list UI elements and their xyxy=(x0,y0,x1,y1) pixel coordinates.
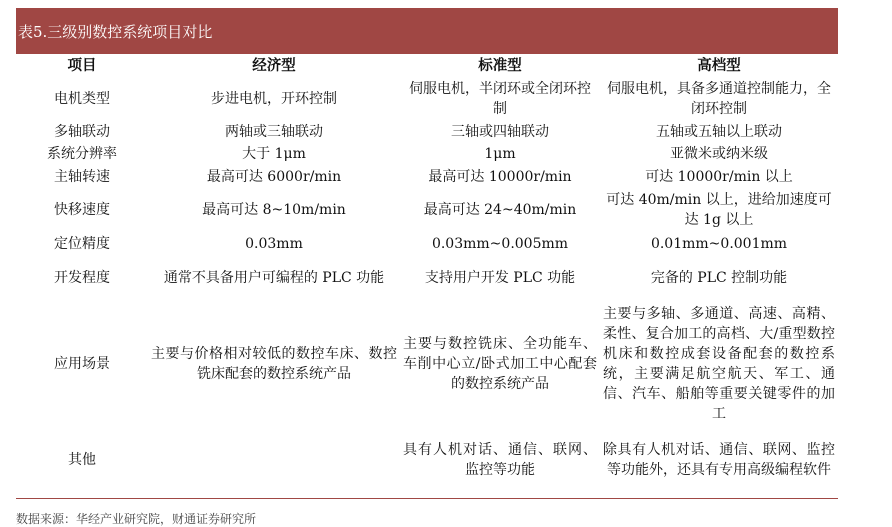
cell-high-end: 0.01mm~0.001mm xyxy=(650,236,788,252)
source-note: 数据来源：华经产业研究院，财通证券研究所 xyxy=(16,512,257,526)
cell-economy: 主要与价格相对较低的数控车床、数控铣床配套的数控系统产品 xyxy=(151,346,397,382)
table-title-bar xyxy=(16,8,838,54)
cell-economy: 两轴或三轴联动 xyxy=(225,124,323,140)
cell-standard: 支持用户开发 PLC 功能 xyxy=(424,270,576,286)
cell-economy: 步进电机，开环控制 xyxy=(211,91,337,107)
table-row xyxy=(16,143,838,165)
header-economy: 经济型 xyxy=(252,57,296,74)
cell-high-end: 五轴或五轴以上联动 xyxy=(656,124,782,140)
cell-high-end: 完备的 PLC 控制功能 xyxy=(650,270,788,286)
cell-economy: 最高可达 8~10m/min xyxy=(202,202,346,218)
cell-economy: 大于 1μm xyxy=(242,146,306,162)
table-row xyxy=(16,429,838,491)
header-item: 项目 xyxy=(67,57,97,74)
cell-standard: 具有人机对话、通信、联网、监控等功能 xyxy=(403,442,597,478)
cell-high-end: 主要与多轴、多通道、高速、高精、柔性、复合加工的高档、大/重型数控机床和数控成套设备配套的数控系统，主要满足航空航天、军工、通信、汽车、船舶等重要关键零件的加工 xyxy=(603,306,835,422)
cell-high-end: 可达 40m/min 以上，进给加速度可达 1g 以上 xyxy=(606,192,832,228)
header-high-end: 高档型 xyxy=(697,57,741,74)
cell-standard: 伺服电机，半闭环或全闭环控制 xyxy=(409,81,591,117)
cell-economy: 0.03mm xyxy=(245,236,303,252)
row-label: 主轴转速 xyxy=(54,169,110,185)
row-label: 快移速度 xyxy=(54,202,110,218)
table-row xyxy=(16,165,838,189)
table-row xyxy=(16,189,838,231)
cell-high-end: 可达 10000r/min 以上 xyxy=(645,169,793,185)
cell-standard: 主要与数控铣床、全功能车、车削中心立/卧式加工中心配套的数控系统产品 xyxy=(403,336,597,392)
cell-standard: 1μm xyxy=(484,146,516,162)
cell-economy: 最高可达 6000r/min xyxy=(206,169,342,185)
row-label: 系统分辨率 xyxy=(47,146,117,162)
cell-standard: 最高可达 24~40m/min xyxy=(423,202,577,218)
header-row xyxy=(16,55,838,77)
cell-economy: 通常不具备用户可编程的 PLC 功能 xyxy=(163,270,385,286)
cell-standard: 三轴或四轴联动 xyxy=(451,124,549,140)
table-row xyxy=(16,121,838,143)
table-row xyxy=(16,257,838,299)
row-label: 多轴联动 xyxy=(54,124,110,140)
table-row xyxy=(16,299,838,429)
cell-economy xyxy=(148,429,400,491)
comparison-table xyxy=(16,55,838,491)
row-label: 定位精度 xyxy=(54,236,110,252)
table-row xyxy=(16,77,838,121)
table-title: 表5.三级别数控系统项目对比 xyxy=(18,22,213,41)
cell-standard: 最高可达 10000r/min xyxy=(428,169,572,185)
header-standard: 标准型 xyxy=(478,57,522,74)
table-row xyxy=(16,231,838,257)
cell-high-end: 除具有人机对话、通信、联网、监控等功能外，还具有专用高级编程软件 xyxy=(603,442,835,478)
row-label: 应用场景 xyxy=(54,356,110,372)
row-label: 开发程度 xyxy=(54,270,110,286)
cell-high-end: 伺服电机，具备多通道控制能力，全闭环控制 xyxy=(607,81,831,117)
row-label: 其他 xyxy=(68,452,96,468)
footer-divider xyxy=(16,498,838,499)
cell-high-end: 亚微米或纳米级 xyxy=(670,146,768,162)
row-label: 电机类型 xyxy=(54,91,110,107)
cell-standard: 0.03mm~0.005mm xyxy=(431,236,569,252)
